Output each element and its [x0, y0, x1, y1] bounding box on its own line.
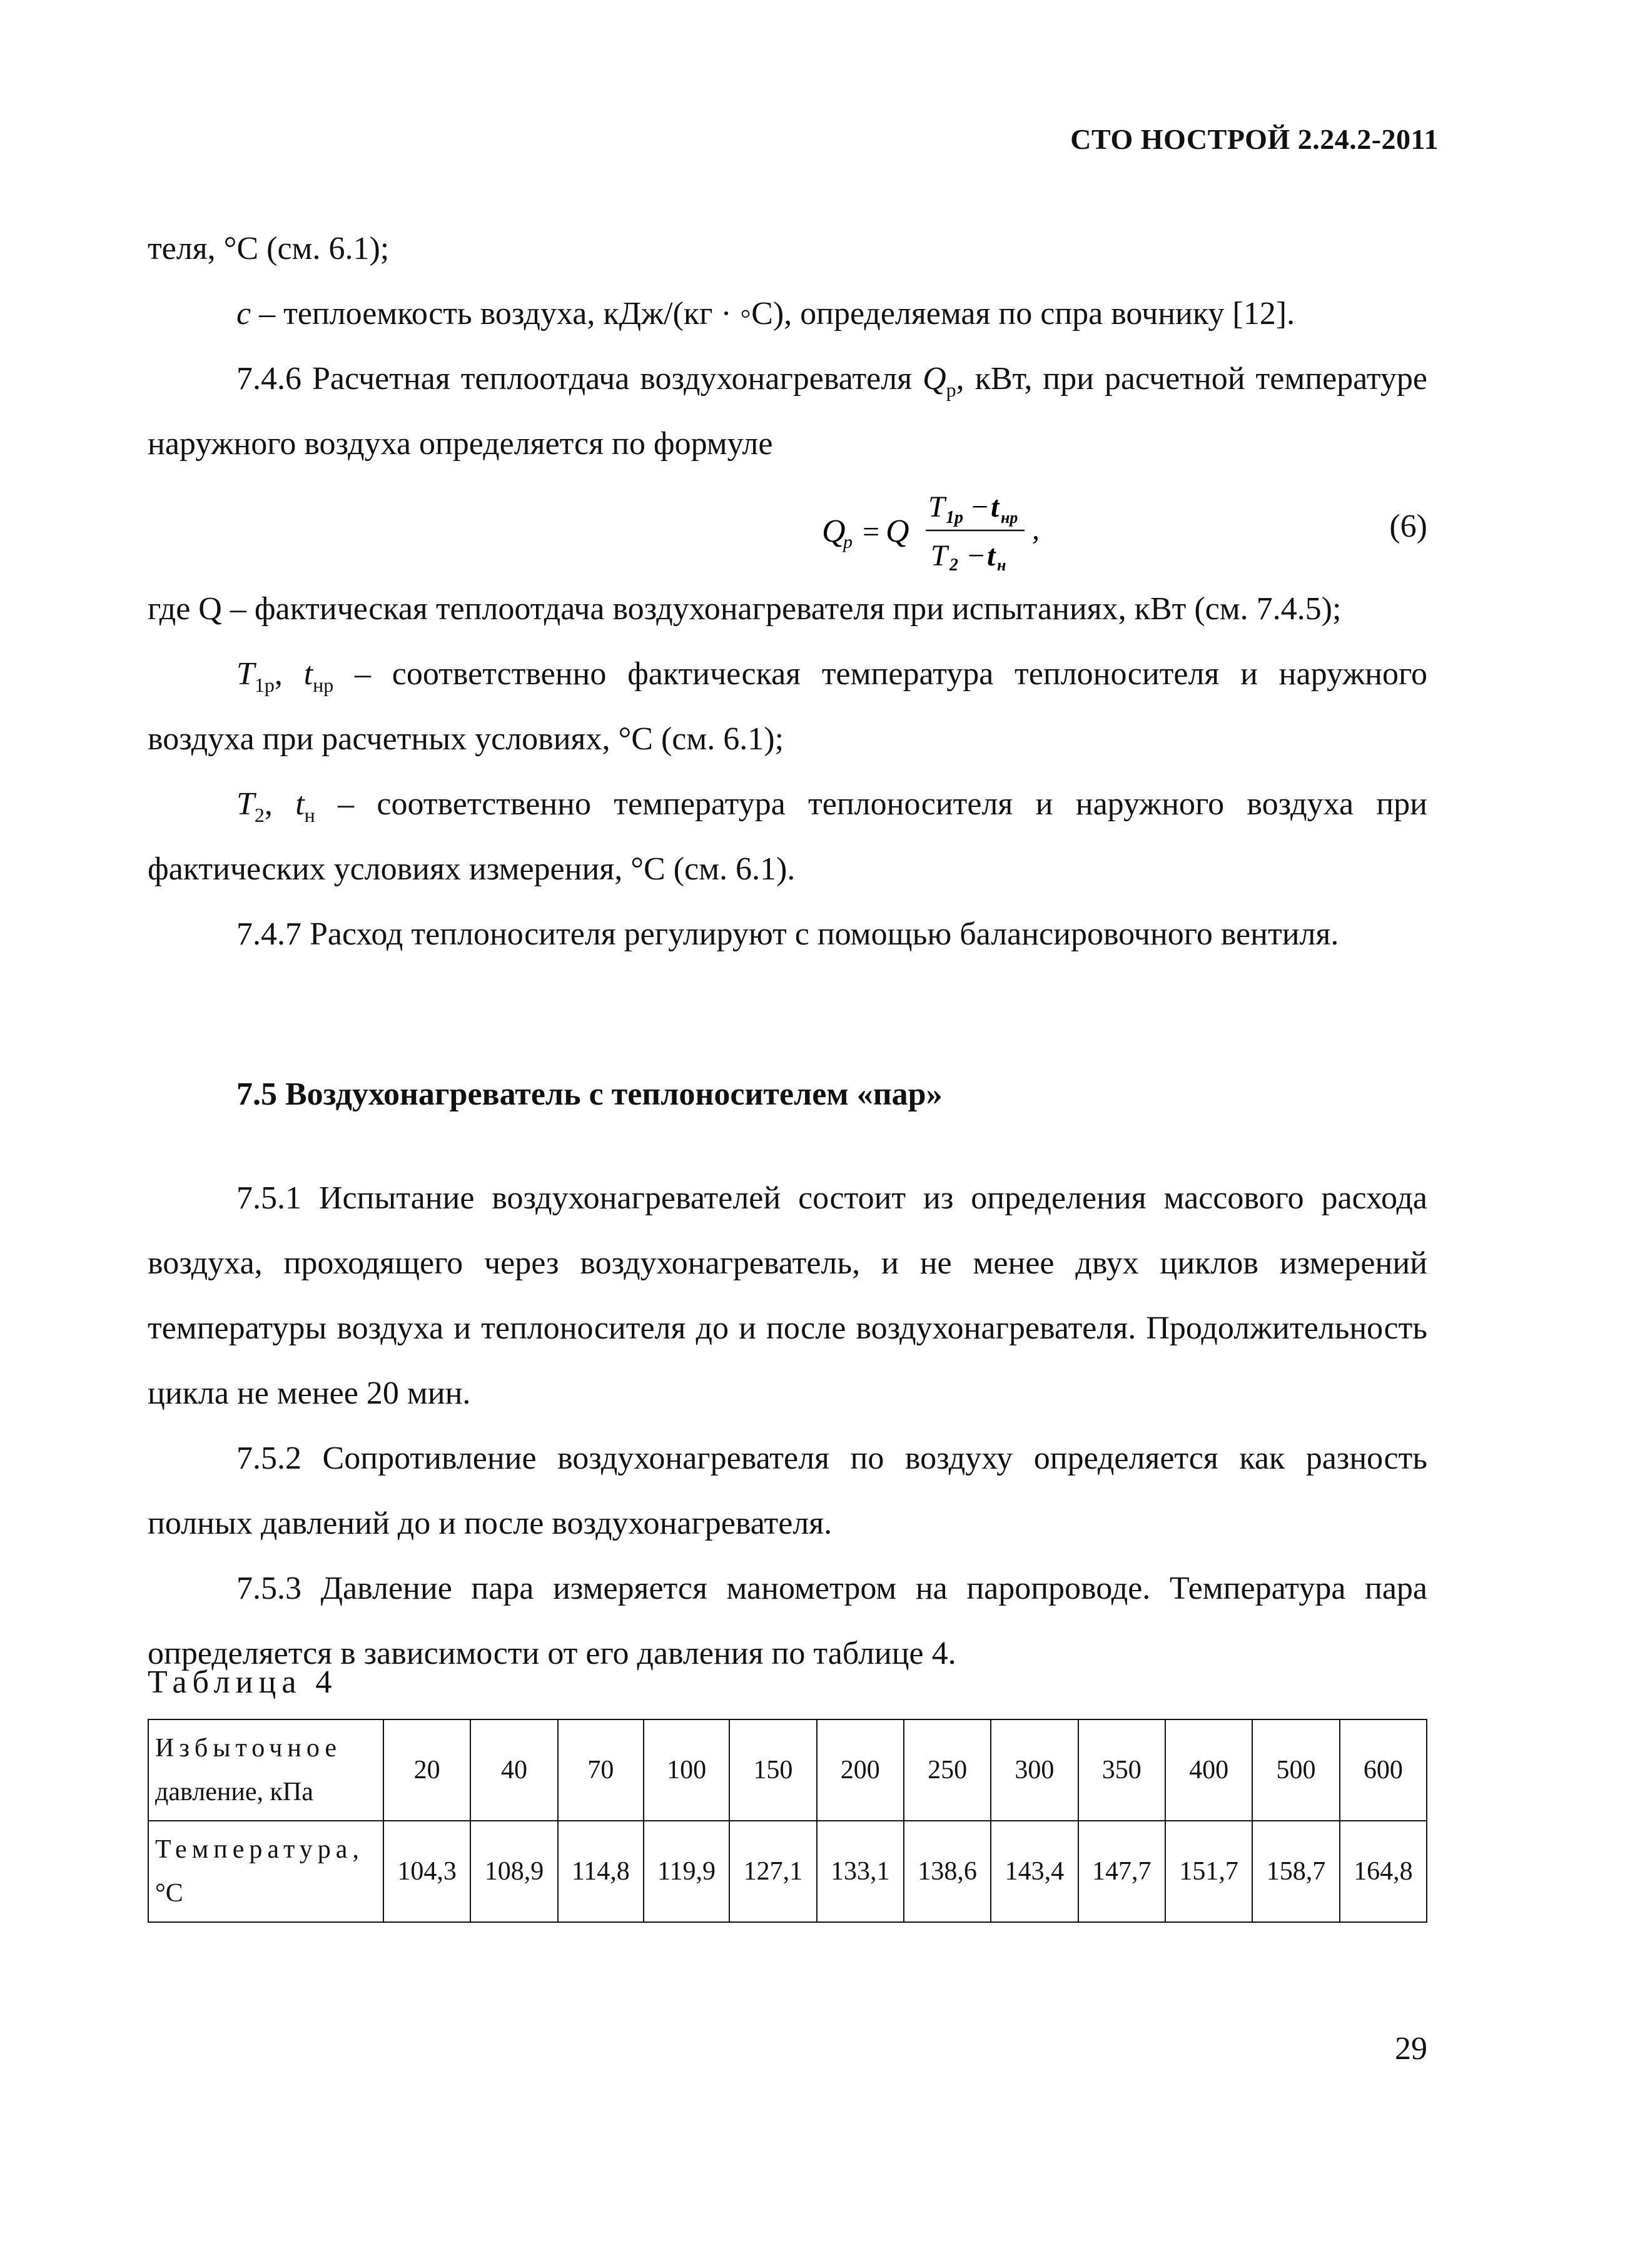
formula-comma: ,	[1032, 513, 1040, 546]
row-header-text: Избыточное	[155, 1734, 342, 1763]
table-caption: Таблица 4	[148, 1664, 338, 1700]
formula-row	[148, 482, 1427, 575]
formula-equals: =	[861, 515, 881, 549]
text-block-top	[148, 216, 1427, 477]
table-cell: 200	[817, 1719, 904, 1821]
formula-number: (6)	[1389, 509, 1427, 544]
paragraph-7-5-2	[148, 1426, 1427, 1556]
table-cell: 20	[383, 1719, 470, 1821]
paragraph-text: где Q – фактическая теплоотдача воздухонагревателя при испытаниях, кВт (см. 7.4.5);	[148, 591, 1342, 627]
subscript: н	[304, 804, 315, 826]
paragraph-continuation	[148, 216, 1427, 281]
paragraph-text: , кВт, при расчетной температуре наружного воздуха определяется по формуле	[148, 361, 1427, 462]
subscript: 2	[254, 804, 265, 826]
formula-num-t: T	[928, 490, 945, 524]
formula-6	[803, 482, 1053, 575]
table-cell: 100	[644, 1719, 729, 1821]
table-row-temperature	[148, 1821, 1427, 1922]
table-cell: 350	[1078, 1719, 1165, 1821]
formula-num-t-lower: t	[991, 490, 1000, 524]
row-header-temperature	[148, 1821, 383, 1922]
subscript: р	[946, 378, 956, 401]
document-header: СТО НОСТРОЙ 2.24.2-2011	[1070, 123, 1439, 155]
table-cell: 127,1	[729, 1821, 816, 1922]
formula-den-t-sub: 2	[949, 555, 958, 575]
formula-num-t-sub: 1р	[946, 508, 963, 527]
paragraph-text: 7.5.2 Сопротивление воздухонагревателя по воздуху определяется как разность полных давлений до и после воздухонагревателя.	[148, 1440, 1427, 1541]
paragraph-heat-capacity	[148, 281, 1427, 347]
text-block-bottom	[148, 1166, 1427, 1686]
paragraph-7-4-7	[148, 902, 1427, 967]
variable-t: T	[236, 786, 255, 822]
table-cell: 164,8	[1340, 1821, 1427, 1922]
table-cell: 500	[1252, 1719, 1339, 1821]
table-cell: 133,1	[817, 1821, 904, 1922]
variable-t-lower: t	[303, 656, 313, 692]
table-cell: 151,7	[1165, 1821, 1252, 1922]
row-header-text: давление, кПа	[155, 1778, 313, 1806]
table-cell: 150	[729, 1719, 816, 1821]
paragraph-text: 7.4.7 Расход теплоносителя регулируют с помощью балансировочного вентиля.	[236, 916, 1339, 952]
table-row-pressure	[148, 1719, 1427, 1821]
steam-table	[148, 1719, 1427, 1923]
table-cell: 250	[904, 1719, 991, 1821]
row-header-text: °С	[155, 1879, 183, 1908]
subscript: нр	[313, 674, 334, 696]
paragraph-t1p: $T_{1р}$, $t_{нр}$ – соответственно фактическая температура теплоносителя и наружного воздуха при расчетных условиях, °С (см. 6.1);	[148, 656, 1427, 757]
subscript: 1р	[254, 674, 275, 696]
paragraph-7-4-6	[148, 347, 1427, 477]
paragraph-text: 7.4.6 Расчетная теплоотдача воздухонагревателя	[236, 361, 923, 397]
table-cell: 300	[991, 1719, 1078, 1821]
table-cell: 40	[470, 1719, 557, 1821]
paragraph-t2: $T_2$, $t_н$ – соответственно температура теплоносителя и наружного воздуха при фактических условиях измерения, °С (см. 6.1).	[148, 786, 1427, 887]
formula-num-minus: −	[969, 490, 990, 524]
formula-den-t-lower-sub: н	[997, 556, 1006, 574]
table-cell: 158,7	[1252, 1821, 1339, 1922]
table-cell: 143,4	[991, 1821, 1078, 1922]
row-header-pressure	[148, 1719, 383, 1821]
formula-q: Q	[886, 514, 909, 549]
variable-c: c	[236, 296, 251, 332]
table-cell: 119,9	[644, 1821, 729, 1922]
paragraph-text: – соответственно температура теплоносителя и наружного воздуха при фактических условиях измерения, °С (см. 6.1).	[148, 786, 1427, 887]
table-cell: 108,9	[470, 1821, 557, 1922]
variable-t-lower: t	[295, 786, 305, 822]
table-cell: 70	[558, 1719, 644, 1821]
table-cell: 600	[1340, 1719, 1427, 1821]
table-cell: 104,3	[383, 1821, 470, 1922]
variable-q: Q	[923, 361, 946, 397]
paragraph-text: теля, °С (см. 6.1);	[148, 231, 390, 266]
formula-lhs: Q	[822, 514, 846, 549]
formula-den-minus: −	[966, 539, 986, 572]
paragraph-text: – соответственно фактическая температура теплоносителя и наружного воздуха при расчетных условиях, °С (см. 6.1);	[148, 656, 1427, 757]
table-cell: 400	[1165, 1719, 1252, 1821]
variable-t: T	[236, 656, 255, 692]
section-title: 7.5 Воздухонагреватель с теплоносителем «пар»	[236, 1076, 943, 1112]
text-block-middle	[148, 577, 1427, 967]
row-header-text: Температура,	[155, 1835, 364, 1864]
table-cell: 114,8	[558, 1821, 644, 1922]
table-cell: 138,6	[904, 1821, 991, 1922]
paragraph-7-5-1	[148, 1166, 1427, 1426]
table-cell: 147,7	[1078, 1821, 1165, 1922]
formula-den-t-lower: t	[987, 539, 996, 572]
paragraph-text: 7.5.1 Испытание воздухонагревателей состоит из определения массового расхода воздуха, проходящего через воздухонагреватель, и не менее двух циклов измерений температуры воздуха и теплоносителя до и после воздухонагревателя. Продолжительность цикла не менее 20 мин.	[148, 1180, 1427, 1411]
formula-den-t: T	[931, 539, 948, 572]
paragraph-where-q	[148, 577, 1427, 642]
page-number: 29	[1395, 2031, 1427, 2067]
formula-lhs-sub: р	[843, 532, 853, 552]
paragraph-text: 7.5.3 Давление пара измеряется манометром на паропроводе. Температура пара определяется в зависимости от его давления по таблице 4.	[148, 1571, 1427, 1671]
paragraph-text: – теплоемкость воздуха, кДж/(кг · ◦С), определяемая по спра вочнику [12].	[251, 296, 1295, 332]
formula-num-t-lower-sub: нр	[1001, 509, 1018, 527]
paragraph-7-5-3	[148, 1556, 1427, 1686]
